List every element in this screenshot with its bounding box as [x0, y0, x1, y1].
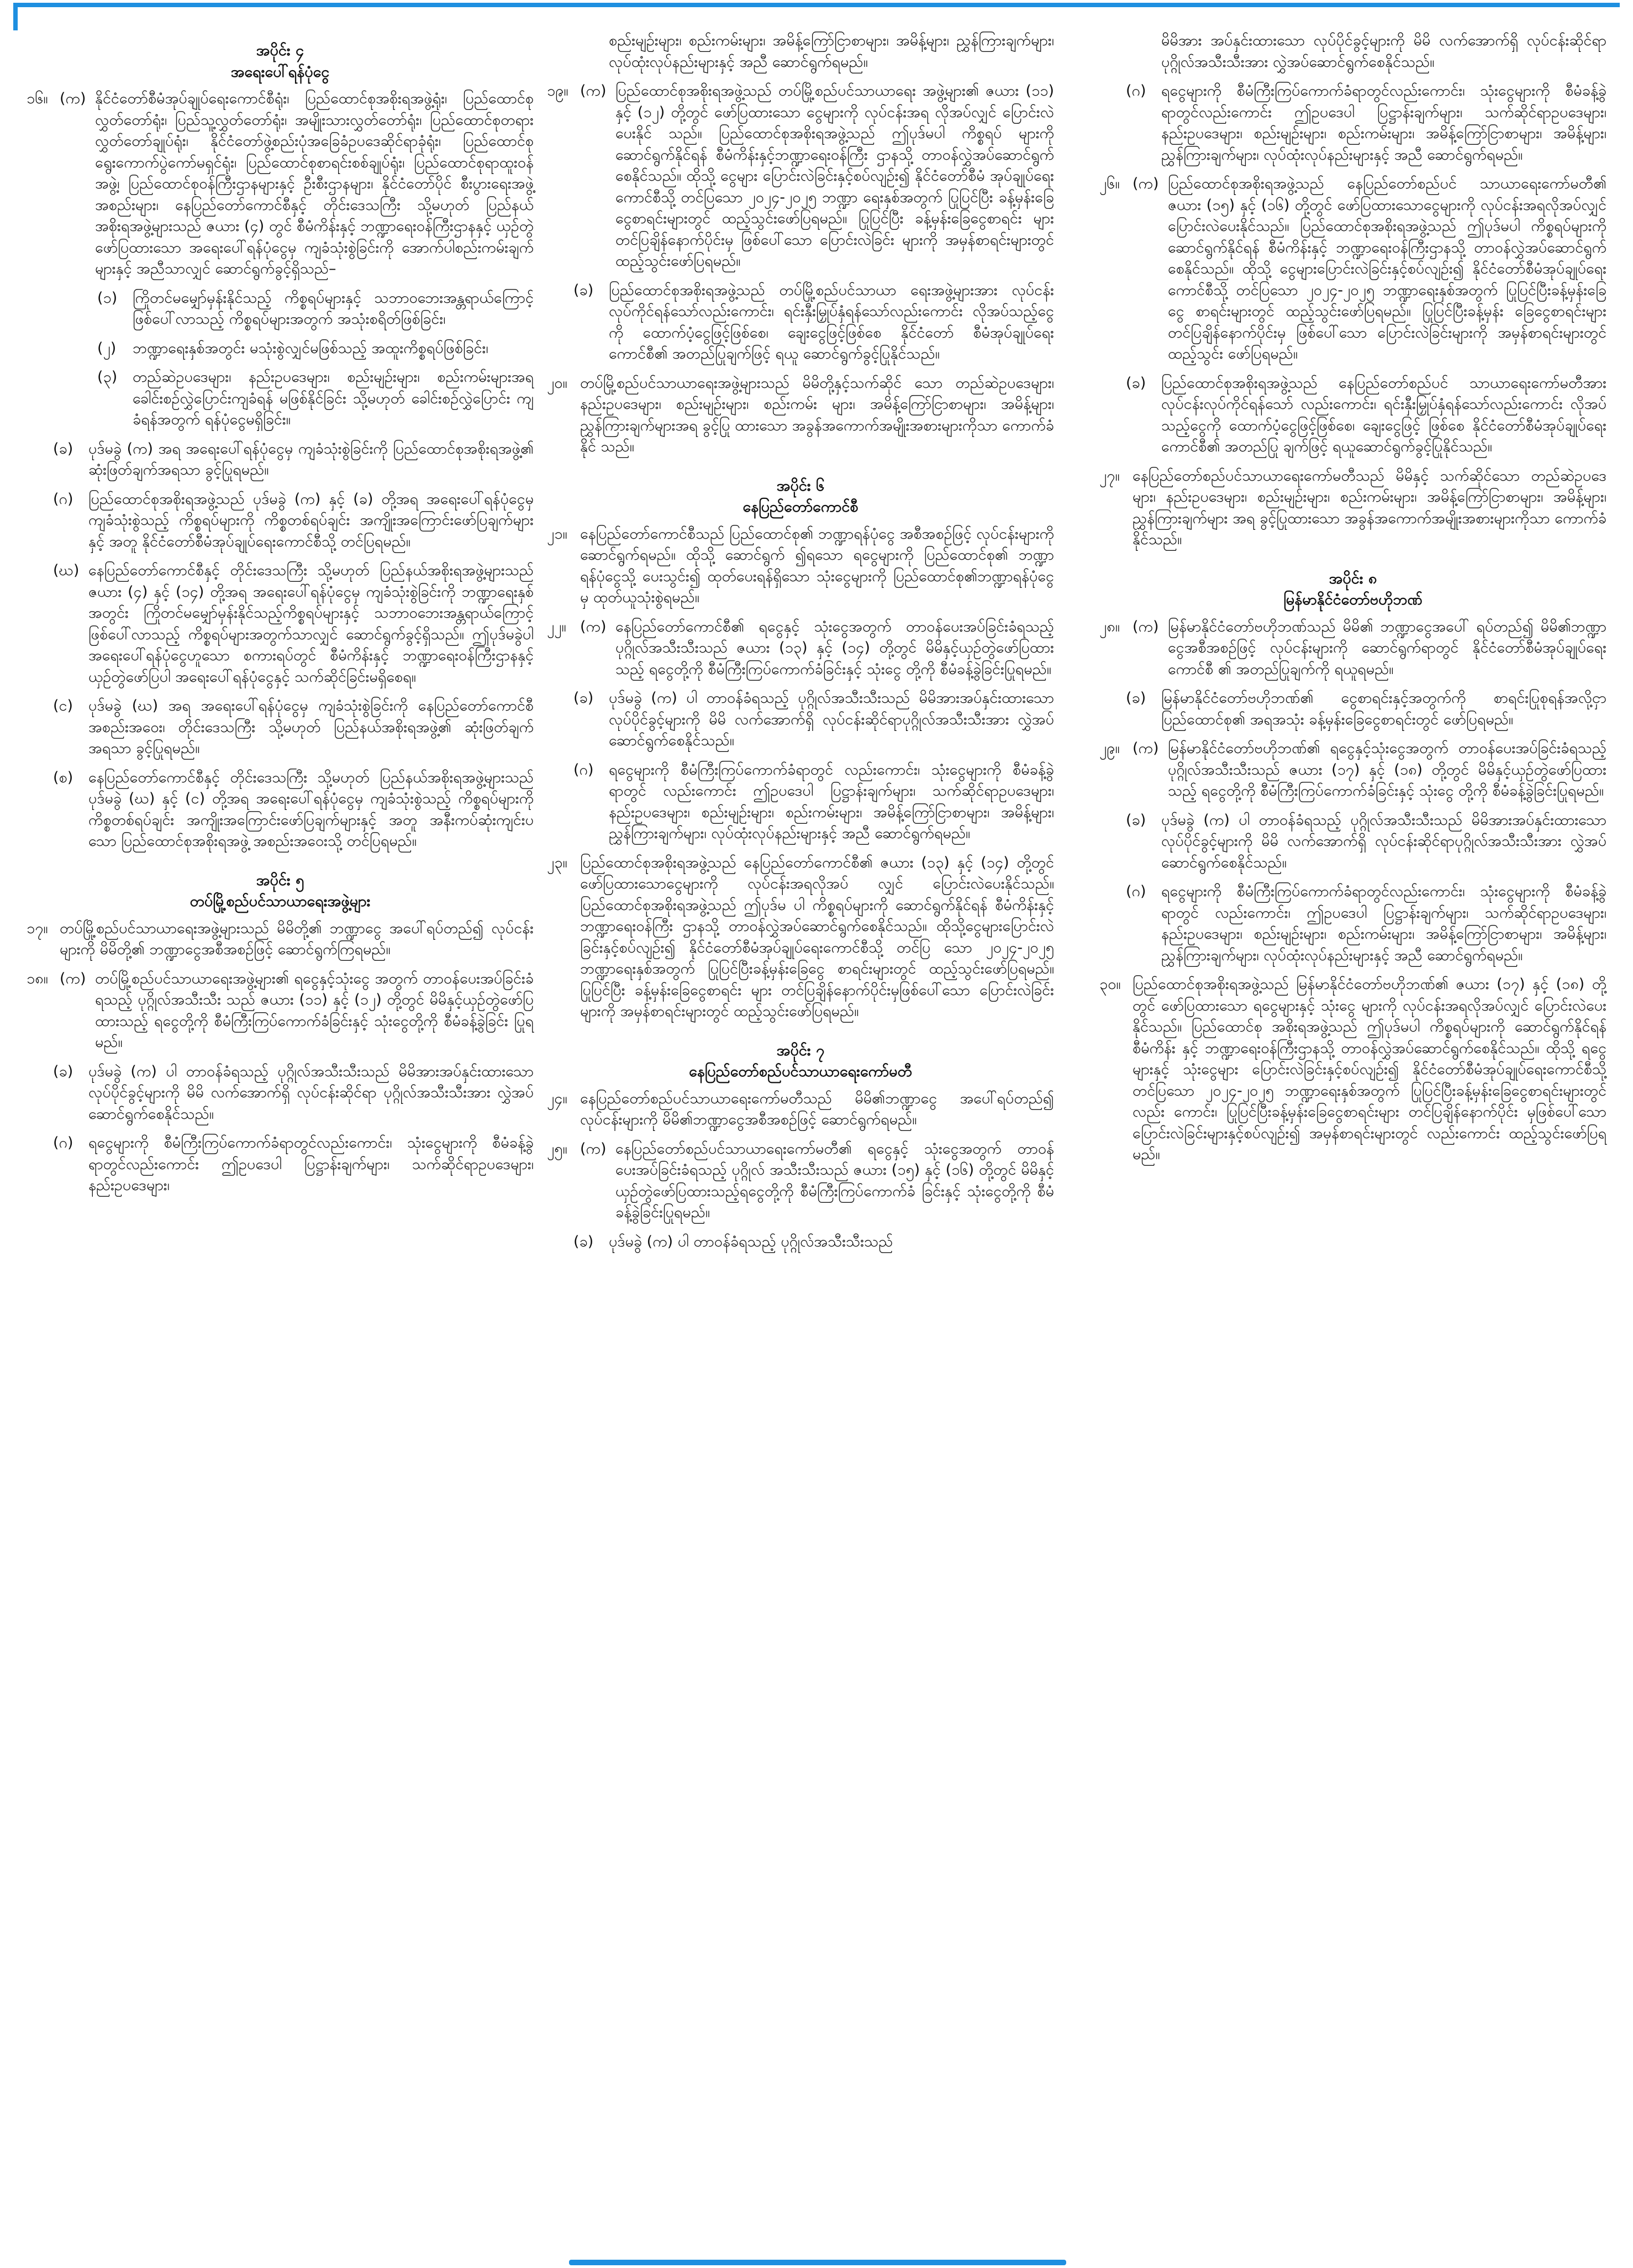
section-29-kha — [1126, 810, 1606, 874]
section-16-ga — [53, 489, 534, 553]
clause-mark: (က) — [60, 970, 86, 987]
clause-mark: (ဂ) — [573, 761, 594, 778]
clause-text: ရငွေများကို စီမံကြီးကြပ်ကောက်ခံရာတွင်လည်းကောင်း၊ သုံးငွေများကို စီမံခန့်ခွဲရာတွင် လည်းကောင်း၊ ဤဥပဒေပါ ပြဋ္ဌာန်းချက်များ၊ သက်ဆိုင်ရာဥပဒေများ၊ နည်းဥပဒေများ၊ စည်းမျဉ်းများ၊ စည်းကမ်းများ၊ အမိန့်ကြော်ငြာစာများ၊ အမိန့်များ၊ ညွှန်ကြားချက်များ၊ လုပ်ထုံးလုပ်နည်းများနှင့် အညီ ဆောင်ရွက်ရမည်။ — [1161, 883, 1606, 964]
clause-text: ပြည်ထောင်စုအစိုးရအဖွဲ့သည် တပ်မြို့စည်ပင်သာယာ ရေးအဖွဲ့များအား လုပ်ငန်းလုပ်ကိုင်ရန်သော်လည်းကောင်း၊ ရင်းနှီးမြှုပ်နှံရန်သော်လည်းကောင်း လိုအပ်သည့်ငွေကို ထောက်ပံ့ငွေဖြင့်ဖြစ်စေ၊ ချေးငွေဖြင့်ဖြစ်စေ နိုင်ငံတော် စီမံအုပ်ချုပ်ရေးကောင်စီ၏ အတည်ပြုချက်ဖြင့် ရယူ ဆောင်ရွက်ခွင့်ပြုနိုင်သည်။ — [609, 281, 1054, 362]
section-22-ga — [573, 760, 1054, 845]
clause-mark: (ခ) — [573, 281, 594, 299]
section-18-ga — [53, 1133, 534, 1197]
clause-mark: (ဂ) — [53, 1134, 73, 1151]
clause-text: နေပြည်တော်ကောင်စီ၏ ရငွေနှင့် သုံးငွေအတွက် တာဝန်ပေးအပ်ခြင်းခံရသည့် ပုဂ္ဂိုလ်အသီးသီးသည် ဇယား (၁၃) နှင့် (၁၄) တို့တွင် မိမိနှင့်ယှဉ်တွဲဖော်ပြထား သည့် ရငွေတို့ကို စီမံကြီးကြပ်ကောက်ခံခြင်းနှင့် သုံးငွေ တို့ကို စီမံခန့်ခွဲခြင်းပြုရမည်။ — [615, 618, 1054, 678]
section-28-ka — [1099, 617, 1606, 681]
clause-text: နေပြည်တော်စည်ပင်သာယာရေးကော်မတီ၏ ရငွေနှင့် သုံးငွေအတွက် တာဝန်ပေးအပ်ခြင်းခံရသည့် ပုဂ္ဂိုလ် အသီးသီးသည် ဇယား (၁၅) နှင့် (၁၆) တို့တွင် မိမိနှင့် ယှဉ်တွဲဖော်ပြထားသည့်ရငွေတို့ကို စီမံကြီးကြပ်ကောက်ခံ ခြင်းနှင့် သုံးငွေတို့ကို စီမံခန့်ခွဲခြင်းပြုရမည်။ — [615, 1140, 1054, 1221]
clause-mark: (ဂ) — [1126, 883, 1146, 900]
section-24 — [547, 1088, 1054, 1131]
subclause-mark: (၃) — [97, 369, 118, 386]
chapter-title: အရေးပေါ်ရန်ပုံငွေ — [230, 63, 330, 81]
clause-mark: (ခ) — [573, 690, 594, 707]
chapter-title: နေပြည်တော်ကောင်စီ — [742, 498, 858, 515]
section-number: ၃၀။ — [1099, 976, 1121, 993]
chapter-title: မြန်မာနိုင်ငံတော်ဗဟိုဘဏ် — [1283, 591, 1423, 608]
section-16-ka — [27, 88, 534, 280]
continued-text: စည်းမျဉ်းများ၊ စည်းကမ်းများ၊ အမိန့်ကြော်ငြာစာများ၊ အမိန့်များ၊ ညွှန်ကြားချက်များ၊ လုပ်ထုံးလုပ်နည်းများနှင့် အညီ ဆောင်ရွက်ရမည်။ — [609, 32, 1054, 71]
section-26-ka — [1099, 173, 1606, 365]
subclause-mark: (၁) — [97, 289, 118, 307]
clause-mark: (ခ) — [1126, 811, 1146, 829]
section-22-kha — [573, 688, 1054, 752]
clause-mark: (ခ) — [53, 1062, 73, 1080]
clause-mark: (က) — [1132, 618, 1159, 635]
chapter-heading: အပိုင်း ၈ — [1329, 570, 1377, 587]
section-19-ka — [547, 81, 1054, 272]
clause-mark: (စ) — [53, 769, 73, 786]
chapter-heading: အပိုင်း ၆ — [776, 477, 825, 494]
section-text: တပ်မြို့စည်ပင်သာယာရေးအဖွဲ့များသည် မိမိတို့၏ ဘဏ္ဍာငွေ အပေါ်ရပ်တည်၍ လုပ်ငန်းများကို မိမိတို့၏ ဘဏ္ဍာငွေအစီအစဉ်ဖြင့် ဆောင်ရွက်ကြရမည်။ — [60, 919, 534, 958]
chapter-heading: အပိုင်း ၄ — [256, 42, 304, 59]
section-number: ၂၃။ — [547, 854, 567, 871]
section-16-ka-1 — [97, 288, 534, 330]
clause-mark: (ခ) — [1126, 374, 1146, 392]
clause-mark: (ဃ) — [53, 562, 80, 579]
subclause-text: ကြိုတင်မမျှော်မှန်းနိုင်သည့် ကိစ္စရပ်များနှင့် သဘာဝဘေးအန္တရာယ်ကြောင့် ဖြစ်ပေါ်လာသည့် ကိစ္စရပ်များအတွက် အသုံးစရိတ်ဖြစ်ခြင်း၊ — [133, 289, 534, 328]
section-16-ka-3 — [97, 367, 534, 431]
text-column-3 — [1099, 30, 1606, 1174]
section-18-ka — [27, 969, 534, 1054]
section-text: တပ်မြို့စည်ပင်သာယာရေးအဖွဲ့များသည် မိမိတို့နှင့်သက်ဆိုင် သော တည်ဆဲဥပဒေများ၊ နည်းဥပဒေများ၊ စည်းမျဉ်းများ၊ စည်းကမ်း များ၊ အမိန့်ကြော်ငြာစာများ၊ အမိန့်များ၊ ညွှန်ကြားချက်များအရ ခွင့်ပြု ထားသော အခွန်အကောက်အမျိုးအစားများကိုသာ ကောက်ခံနိုင် သည်။ — [580, 374, 1054, 455]
clause-text: မြန်မာနိုင်ငံတော်ဗဟိုဘဏ်၏ ငွေစာရင်းနှင့်အတွက်ကို စာရင်းပြုစုရန်အလို့ငှာ ပြည်ထောင်စု၏ အရအသုံး ခန့်မှန်းခြေငွေစာရင်းတွင် ဖော်ပြရမည်။ — [1161, 690, 1606, 728]
section-21 — [547, 524, 1054, 609]
subclause-text: တည်ဆဲဥပဒေများ၊ နည်းဥပဒေများ၊ စည်းမျဉ်းများ၊ စည်းကမ်းများအရ ခေါင်းစဉ်လွှဲပြောင်းကျခံရန် မဖြစ်နိုင်ခြင်း သို့မဟုတ် ခေါင်းစဉ်လွှဲပြောင်း ကျခံရန်အတွက် ရန်ပုံငွေမရှိခြင်း။ — [133, 369, 534, 428]
chapter-heading: အပိုင်း ၅ — [256, 871, 304, 889]
clause-text: တပ်မြို့စည်ပင်သာယာရေးအဖွဲ့များ၏ ရငွေနှင့်သုံးငွေ အတွက် တာဝန်ပေးအပ်ခြင်းခံရသည့် ပုဂ္ဂိုလ်အသီးသီး သည် ဇယား (၁၁) နှင့် (၁၂) တို့တွင် မိမိနှင့်ယှဉ်တွဲဖော်ပြ ထားသည့် ရငွေတို့ကို စီမံကြီးကြပ်ကောက်ခံခြင်းနှင့် သုံးငွေတို့ကို စီမံခန့်ခွဲခြင်း ပြုရမည်။ — [95, 970, 534, 1051]
section-26-kha — [1126, 373, 1606, 458]
subclause-mark: (၂) — [97, 339, 117, 357]
section-23 — [547, 853, 1054, 1023]
section-text: ပြည်ထောင်စုအစိုးရအဖွဲ့သည် မြန်မာနိုင်ငံတော်ဗဟိုဘဏ်၏ ဇယား (၁၇) နှင့် (၁၈) တို့တွင် ဖော်ပြထားသော ရငွေများနှင့် သုံးငွေ များကို လုပ်ငန်းအရလိုအပ်လျှင် ပြောင်းလဲပေးနိုင်သည်။ ပြည်ထောင်စု အစိုးရအဖွဲ့သည် ဤပုဒ်မပါ ကိစ္စရပ်များကို ဆောင်ရွက်နိုင်ရန် စီမံကိန်း နှင့် ဘဏ္ဍာရေးဝန်ကြီးဌာနသို့ တာဝန်လွှဲအပ်ဆောင်ရွက်စေနိုင်သည်။ ထိုသို့ ရငွေများနှင့် သုံးငွေများ ပြောင်းလဲခြင်းနှင့်စပ်လျဉ်း၍ နိုင်ငံတော်စီမံအုပ်ချုပ်ရေးကောင်စီသို့ တင်ပြသော ၂၀၂၄-၂၀၂၅ ဘဏ္ဍာရေးနှစ်အတွက် ပြုပြင်ပြီးခန့်မှန်းခြေငွေစာရင်းများတွင်လည်း ကောင်း၊ ပြုပြင်ပြီးခန့်မှန်းခြေငွေစာရင်းများ တင်ပြချိန်နောက်ပိုင်း မှဖြစ်ပေါ်သော ပြောင်းလဲခြင်းများနှင့်စပ်လျဉ်း၍ အမှန်စာရင်းများတွင် လည်းကောင်း ထည့်သွင်းဖော်ပြရမည်။ — [1132, 976, 1606, 1163]
section-29-ga — [1126, 881, 1606, 966]
section-28-kha — [1126, 688, 1606, 730]
section-number: ၂၇။ — [1099, 467, 1120, 485]
section-number: ၂၄။ — [547, 1090, 567, 1107]
clause-text: ပုဒ်မခွဲ (က) ပါ တာဝန်ခံရသည့် ပုဂ္ဂိုလ်အသီးသီးသည် မိမိအားအပ်နှင်းထားသော လုပ်ပိုင်ခွင့်များကို မိမိ လက်အောက်ရှိ လုပ်ငန်းဆိုင်ရာပုဂ္ဂိုလ်အသီးသီးအား လွှဲအပ်ဆောင်ရွက်စေနိုင်သည်။ — [1161, 811, 1606, 871]
clause-mark: (ခ) — [573, 1233, 594, 1250]
clause-mark: (က) — [1132, 175, 1159, 192]
section-16-gha — [53, 560, 534, 688]
section-19-kha — [573, 280, 1054, 365]
clause-text: နေပြည်တော်ကောင်စီနှင့် တိုင်းဒေသကြီး သို့မဟုတ် ပြည်နယ်အစိုးရအဖွဲ့များသည် ပုဒ်မခွဲ (ဃ) နှင့် (င) တို့အရ အရေးပေါ်ရန်ပုံငွေမှ ကျခံသုံးစွဲသည့် ကိစ္စရပ်များကို ကိစ္စတစ်ရပ်ချင်း အကျိုးအကြောင်းဖော်ပြချက်များနှင့် အတူ အနီးကပ်ဆုံးကျင်းပသော ပြည်ထောင်စုအစိုးရအဖွဲ့ အစည်းအဝေးသို့ တင်ပြရမည်။ — [88, 769, 534, 850]
section-number: ၁၉။ — [547, 82, 568, 99]
section-number: ၂၀။ — [547, 374, 567, 392]
section-18-kha — [53, 1061, 534, 1125]
section-16-kha — [53, 439, 534, 481]
clause-text: မြန်မာနိုင်ငံတော်ဗဟိုဘဏ်၏ ရငွေနှင့်သုံးငွေအတွက် တာဝန်ပေးအပ်ခြင်းခံရသည့် ပုဂ္ဂိုလ်အသီးသီးသည် ဇယား (၁၇) နှင့် (၁၈) တို့တွင် မိမိနှင့်ယှဉ်တွဲဖော်ပြထား သည့် ရငွေတို့ကို စီမံကြီးကြပ်ကောက်ခံခြင်းနှင့် သုံးငွေ တို့ကို စီမံခန့်ခွဲခြင်းပြုရမည်။ — [1168, 740, 1606, 799]
clause-text: ပုဒ်မခွဲ (က) ပါ တာဝန်ခံရသည့် ပုဂ္ဂိုလ်အသီးသီးသည် မိမိအားအပ်နှင်းထားသော လုပ်ပိုင်ခွင့်များကို မိမိ လက်အောက်ရှိ လုပ်ငန်းဆိုင်ရာ ပုဂ္ဂိုလ်အသီးသီးအား လွှဲအပ်ဆောင်ရွက်စေနိုင်သည်။ — [88, 1062, 534, 1123]
section-number: ၂၆။ — [1099, 175, 1120, 192]
clause-text: နေပြည်တော်ကောင်စီနှင့် တိုင်းဒေသကြီး သို့မဟုတ် ပြည်နယ်အစိုးရအဖွဲ့များသည် ဇယား (၄) နှင့် (၁၄) တို့အရ အရေးပေါ်ရန်ပုံငွေမှ ကျခံသုံးစွဲခြင်းကို ဘဏ္ဍာရေးနှစ်အတွင်း ကြိုတင်မမျှော်မှန်းနိုင်သည့်ကိစ္စရပ်များနှင့် သဘာဝဘေးအန္တရာယ်ကြောင့် ဖြစ်ပေါ်လာသည့် ကိစ္စရပ်များအတွက်သာလျှင် ဆောင်ရွက်ခွင့်ရှိသည်။ ဤပုဒ်မခွဲပါ အရေးပေါ်ရန်ပုံငွေဟူသော စကားရပ်တွင် စီမံကိန်းနှင့် ဘဏ္ဍာရေးဝန်ကြီးဌာနနှင့် ယှဉ်တွဲဖော်ပြပါ အရေးပေါ်ရန်ပုံငွေနှင့် သက်ဆိုင်ခြင်းမရှိစေရ။ — [88, 562, 534, 686]
clause-mark: (ဂ) — [1126, 82, 1146, 99]
clause-text: ရငွေများကို စီမံကြီးကြပ်ကောက်ခံရာတွင်လည်းကောင်း၊ သုံးငွေများကို စီမံခန့်ခွဲရာတွင်လည်းကောင်း ဤဥပဒေပါ ပြဋ္ဌာန်းချက်များ၊ သက်ဆိုင်ရာဥပဒေများ၊ နည်းဥပဒေများ၊ — [88, 1134, 534, 1194]
clause-text: မြန်မာနိုင်ငံတော်ဗဟိုဘဏ်သည် မိမိ၏ ဘဏ္ဍာငွေအပေါ် ရပ်တည်၍ မိမိ၏ဘဏ္ဍာငွေအစီအစဉ်ဖြင့် လုပ်ငန်းများကို ဆောင်ရွက်ရာတွင် နိုင်ငံတော်စီမံအုပ်ချုပ်ရေးကောင်စီ ၏ အတည်ပြုချက်ကို ရယူရမည်။ — [1168, 618, 1606, 678]
chapter-title: တပ်မြို့စည်ပင်သာယာရေးအဖွဲ့များ — [189, 893, 371, 910]
section-text: နေပြည်တော်စည်ပင်သာယာရေးကော်မတီသည် မိမိနှင့် သက်ဆိုင်သော တည်ဆဲဥပဒေများ၊ နည်းဥပဒေများ၊ စည်းမျဉ်းများ၊ စည်းကမ်းများ၊ အမိန့်ကြော်ငြာစာများ၊ အမိန့်များ၊ ညွှန်ကြားချက်များ အရ ခွင့်ပြုထားသော အခွန်အကောက်အမျိုးအစားများကိုသာ ကောက်ခံနိုင်သည်။ — [1132, 467, 1606, 548]
section-number: ၂၅။ — [547, 1140, 567, 1157]
clause-mark: (က) — [580, 618, 607, 635]
text-column-1 — [27, 30, 534, 1204]
page-frame-top-border — [13, 3, 1620, 7]
text-column-2 — [547, 30, 1054, 1260]
clause-text: ပြည်ထောင်စုအစိုးရအဖွဲ့သည် ပုဒ်မခွဲ (က) နှင့် (ခ) တို့အရ အရေးပေါ်ရန်ပုံငွေမှ ကျခံသုံးစွဲသည့် ကိစ္စရပ်များကို ကိစ္စတစ်ရပ်ချင်း အကျိုးအကြောင်းဖော်ပြချက်များနှင့် အတူ နိုင်ငံတော်စီမံအုပ်ချုပ်ရေးကောင်စီသို့ တင်ပြရမည်။ — [88, 490, 534, 550]
clause-text: ရငွေများကို စီမံကြီးကြပ်ကောက်ခံရာတွင်လည်းကောင်း၊ သုံးငွေများကို စီမံခန့်ခွဲရာတွင်လည်းကောင်း ဤဥပဒေပါ ပြဋ္ဌာန်းချက်များ၊ သက်ဆိုင်ရာဥပဒေများ၊ နည်းဥပဒေများ၊ စည်းမျဉ်းများ၊ စည်းကမ်းများ၊ အမိန့်ကြော်ငြာစာများ၊ အမိန့်များ၊ ညွှန်ကြားချက်များ၊ လုပ်ထုံးလုပ်နည်းများနှင့် အညီ ဆောင်ရွက်ရမည်။ — [1161, 82, 1606, 164]
clause-text: ပြည်ထောင်စုအစိုးရအဖွဲ့သည် နေပြည်တော်စည်ပင် သာယာရေးကော်မတီအား လုပ်ငန်းလုပ်ကိုင်ရန်သော် လည်းကောင်း၊ ရင်းနှီးမြှုပ်နှံရန်သော်လည်းကောင်း လိုအပ်သည့်ငွေကို ထောက်ပံ့ငွေဖြင့်ဖြစ်စေ၊ ချေးငွေဖြင့် ဖြစ်စေ နိုင်ငံတော်စီမံအုပ်ချုပ်ရေးကောင်စီ၏ အတည်ပြု ချက်ဖြင့် ရယူဆောင်ရွက်ခွင့်ပြုနိုင်သည်။ — [1161, 374, 1606, 455]
section-text: ပြည်ထောင်စုအစိုးရအဖွဲ့သည် နေပြည်တော်ကောင်စီ၏ ဇယား (၁၃) နှင့် (၁၄) တို့တွင် ဖော်ပြထားသောငွေများကို လုပ်ငန်းအရလိုအပ် လျှင် ပြောင်းလဲပေးနိုင်သည်။ ပြည်ထောင်စုအစိုးရအဖွဲ့သည် ဤပုဒ်မ ပါ ကိစ္စရပ်များကို ဆောင်ရွက်နိုင်ရန် စီမံကိန်းနှင့်ဘဏ္ဍာရေးဝန်ကြီး ဌာနသို့ တာဝန်လွှဲအပ်ဆောင်ရွက်စေနိုင်သည်။ ထိုသို့ငွေများပြောင်းလဲ ခြင်းနှင့်စပ်လျဉ်း၍ နိုင်ငံတော်စီမံအုပ်ချုပ်ရေးကောင်စီသို့ တင်ပြ သော ၂၀၂၄-၂၀၂၅ ဘဏ္ဍာရေးနှစ်အတွက် ပြုပြင်ပြီးခန့်မှန်းခြေငွေ စာရင်းများတွင် ထည့်သွင်းဖော်ပြရမည်။ ပြုပြင်ပြီး ခန့်မှန်းခြေငွေစာရင်း များ တင်ပြချိန်နောက်ပိုင်းမှဖြစ်ပေါ်သော ပြောင်းလဲခြင်းများကို အမှန်စာရင်းများတွင် ထည့်သွင်းဖော်ပြရမည်။ — [580, 854, 1054, 1020]
clause-text: ပုဒ်မခွဲ (ဃ) အရ အရေးပေါ်ရန်ပုံငွေမှ ကျခံသုံးစွဲခြင်းကို နေပြည်တော်ကောင်စီ အစည်းအဝေး၊ တိုင်းဒေသကြီး သို့မဟုတ် ပြည်နယ်အစိုးရအဖွဲ့၏ ဆုံးဖြတ်ချက်အရသာ ခွင့်ပြုရမည်။ — [88, 697, 534, 757]
clause-mark: (င) — [53, 697, 73, 714]
clause-text: ပုဒ်မခွဲ (က) အရ အရေးပေါ်ရန်ပုံငွေမှ ကျခံသုံးစွဲခြင်းကို ပြည်ထောင်စုအစိုးရအဖွဲ့၏ ဆုံးဖြတ်ချက်အရသာ ခွင့်ပြုရမည်။ — [88, 440, 534, 478]
section-number: ၁၆။ — [27, 90, 48, 107]
section-30 — [1099, 974, 1606, 1166]
clause-text: ရငွေများကို စီမံကြီးကြပ်ကောက်ခံရာတွင် လည်းကောင်း၊ သုံးငွေများကို စီမံခန့်ခွဲရာတွင် လည်းကောင်း ဤဥပဒေပါ ပြဋ္ဌာန်းချက်များ၊ သက်ဆိုင်ရာဥပဒေများ၊ နည်းဥပဒေများ၊ စည်းမျဉ်းများ၊ စည်းကမ်းများ၊ အမိန့်ကြော်ငြာစာများ၊ အမိန့်များ၊ ညွှန်ကြားချက်များ၊ လုပ်ထုံးလုပ်နည်းများနှင့် အညီ ဆောင်ရွက်ရမည်။ — [609, 761, 1054, 842]
section-22-ka — [547, 617, 1054, 681]
section-number: ၂၁။ — [547, 525, 567, 543]
section-27 — [1099, 466, 1606, 551]
section-17 — [27, 918, 534, 961]
clause-mark: (ခ) — [53, 440, 73, 457]
clause-text: နိုင်ငံတော်စီမံအုပ်ချုပ်ရေးကောင်စီရုံး၊ ပြည်ထောင်စုအစိုးရအဖွဲ့ရုံး၊ ပြည်ထောင်စုလွှတ်တော်ရုံး၊ ပြည်သူ့လွှတ်တော်ရုံး၊ အမျိုးသားလွှတ်တော်ရုံး၊ ပြည်ထောင်စုတရားလွှတ်တော်ချုပ်ရုံး၊ နိုင်ငံတော်ဖွဲ့စည်းပုံအခြေခံဥပဒေဆိုင်ရာခုံရုံး၊ ပြည်ထောင်စုရွေးကောက်ပွဲကော်မရှင်ရုံး၊ ပြည်ထောင်စုစာရင်းစစ်ချုပ်ရုံး၊ ပြည်ထောင်စုရာထူးဝန်အဖွဲ့၊ ပြည်ထောင်စုဝန်ကြီးဌာနများနှင့် ဦးစီးဌာနများ၊ နိုင်ငံတော်ပိုင် စီးပွားရေးအဖွဲ့အစည်းများ၊ နေပြည်တော်ကောင်စီနှင့် တိုင်းဒေသကြီး သို့မဟုတ် ပြည်နယ်အစိုးရအဖွဲ့များသည် ဇယား (၄) တွင် စီမံကိန်းနှင့် ဘဏ္ဍာရေးဝန်ကြီးဌာနနှင့် ယှဉ်တွဲဖော်ပြထားသော အရေးပေါ်ရန်ပုံငွေမှ ကျခံသုံးစွဲခြင်းကို အောက်ပါစည်းကမ်းချက်များနှင့် အညီသာလျှင် ဆောင်ရွက်ခွင့်ရှိသည်– — [95, 90, 534, 277]
page-frame-bottom-border — [569, 2260, 1066, 2265]
subclause-text: ဘဏ္ဍာရေးနှစ်အတွင်း မသုံးစွဲလျှင်မဖြစ်သည့် အထူးကိစ္စရပ်ဖြစ်ခြင်း၊ — [133, 339, 488, 357]
section-number: ၂၂။ — [547, 618, 566, 635]
section-text: နေပြည်တော်ကောင်စီသည် ပြည်ထောင်စု၏ ဘဏ္ဍာရန်ပုံငွေ အစီအစဉ်ဖြင့် လုပ်ငန်းများကို ဆောင်ရွက်ရမည်။ ထိုသို့ ဆောင်ရွက် ၍ရသော ရငွေများကို ပြည်ထောင်စု၏ ဘဏ္ဍာရန်ပုံငွေသို့ ပေးသွင်း၍ ထုတ်ပေးရန်ရှိသော သုံးငွေများကို ပြည်ထောင်စု၏ဘဏ္ဍာရန်ပုံငွေမှ ထုတ်ယူသုံးစွဲရမည်။ — [580, 525, 1054, 606]
section-number: ၂၈။ — [1099, 618, 1120, 635]
clause-mark: (ဂ) — [53, 490, 73, 508]
clause-mark: (ခ) — [1126, 690, 1146, 707]
section-25-kha — [573, 1232, 1054, 1253]
continued-text: မိမိအား အပ်နှင်းထားသော လုပ်ပိုင်ခွင့်များကို မိမိ လက်အောက်ရှိ လုပ်ငန်းဆိုင်ရာပုဂ္ဂိုလ်အသီးသီးအား လွှဲအပ်ဆောင်ရွက်စေနိုင်သည်။ — [1161, 32, 1606, 71]
clause-mark: (က) — [580, 1140, 607, 1157]
clause-text: ပုဒ်မခွဲ (က) ပါ တာဝန်ခံရသည့် ပုဂ္ဂိုလ်အသီးသီးသည် မိမိအားအပ်နှင်းထားသော လုပ်ပိုင်ခွင့်များကို မိမိ လက်အောက်ရှိ လုပ်ငန်းဆိုင်ရာပုဂ္ဂိုလ်အသီးသီးအား လွှဲအပ်ဆောင်ရွက်စေနိုင်သည်။ — [609, 690, 1054, 749]
section-25-ka — [547, 1139, 1054, 1224]
section-number: ၁၈။ — [27, 970, 48, 987]
clause-text: ပြည်ထောင်စုအစိုးရအဖွဲ့သည် နေပြည်တော်စည်ပင် သာယာရေးကော်မတီ၏ ဇယား (၁၅) နှင့် (၁၆) တို့တွင် ဖော်ပြထားသောငွေများကို လုပ်ငန်းအရလိုအပ်လျှင် ပြောင်းလဲပေးနိုင်သည်။ ပြည်ထောင်စုအစိုးရအဖွဲ့သည် ဤပုဒ်မပါ ကိစ္စရပ်များကို ဆောင်ရွက်နိုင်ရန် စီမံကိန်းနှင့် ဘဏ္ဍာရေးဝန်ကြီးဌာနသို့ တာဝန်လွှဲအပ်ဆောင်ရွက် စေနိုင်သည်။ ထိုသို့ ငွေများပြောင်းလဲခြင်းနှင့်စပ်လျဉ်း၍ နိုင်ငံတော်စီမံအုပ်ချုပ်ရေးကောင်စီသို့ တင်ပြသော ၂၀၂၄-၂၀၂၅ ဘဏ္ဍာရေးနှစ်အတွက် ပြုပြင်ပြီးခန့်မှန်းခြေငွေ စာရင်းများတွင် ထည့်သွင်းဖော်ပြရမည်။ ပြုပြင်ပြီးခန့်မှန်း ခြေငွေစာရင်းများ တင်ပြချိန်နောက်ပိုင်းမှ ဖြစ်ပေါ်သော ပြောင်းလဲခြင်းများကို အမှန်စာရင်းများတွင် ထည့်သွင်း ဖော်ပြရမည်။ — [1168, 175, 1606, 362]
clause-text: ပြည်ထောင်စုအစိုးရအဖွဲ့သည် တပ်မြို့စည်ပင်သာယာရေး အဖွဲ့များ၏ ဇယား (၁၁) နှင့် (၁၂) တို့တွင် ဖော်ပြထားသော ငွေများကို လုပ်ငန်းအရ လိုအပ်လျှင် ပြောင်းလဲပေးနိုင် သည်။ ပြည်ထောင်စုအစိုးရအဖွဲ့သည် ဤပုဒ်မပါ ကိစ္စရပ် များကို ဆောင်ရွက်နိုင်ရန် စီမံကိန်းနှင့်ဘဏ္ဍာရေးဝန်ကြီး ဌာနသို့ တာဝန်လွှဲအပ်ဆောင်ရွက်စေနိုင်သည်။ ထိုသို့ ငွေများ ပြောင်းလဲခြင်းနှင့်စပ်လျဉ်း၍ နိုင်ငံတော်စီမံ အုပ်ချုပ်ရေးကောင်စီသို့ တင်ပြသော ၂၀၂၄-၂၀၂၅ ဘဏ္ဍာ ရေးနှစ်အတွက် ပြုပြင်ပြီး ခန့်မှန်းခြေငွေစာရင်းများတွင် ထည့်သွင်းဖော်ပြရမည်။ ပြုပြင်ပြီး ခန့်မှန်းခြေငွေစာရင်း များ တင်ပြချိန်နောက်ပိုင်းမှ ဖြစ်ပေါ်သော ပြောင်းလဲခြင်း များကို အမှန်စာရင်းများတွင် ထည့်သွင်းဖော်ပြရမည်။ — [615, 82, 1054, 270]
section-16-ka-2 — [97, 338, 534, 360]
section-25-ga — [1126, 81, 1606, 166]
section-text: နေပြည်တော်စည်ပင်သာယာရေးကော်မတီသည် မိမိ၏ဘဏ္ဍာငွေ အပေါ်ရပ်တည်၍ လုပ်ငန်းများကို မိမိ၏ဘဏ္ဍာငွေအစီအစဉ်ဖြင့် ဆောင်ရွက်ရမည်။ — [580, 1090, 1054, 1128]
section-number: ၁၇။ — [27, 919, 48, 937]
section-29-ka — [1099, 738, 1606, 802]
clause-mark: (က) — [60, 90, 86, 107]
clause-text: ပုဒ်မခွဲ (က) ပါ တာဝန်ခံရသည့် ပုဂ္ဂိုလ်အသီးသီးသည် — [609, 1233, 893, 1250]
section-16-nga — [53, 696, 534, 760]
clause-mark: (က) — [580, 82, 607, 99]
chapter-title: နေပြည်တော်စည်ပင်သာယာရေးကော်မတီ — [689, 1063, 912, 1080]
section-16-sa — [53, 767, 534, 853]
clause-mark: (က) — [1132, 740, 1159, 757]
section-20 — [547, 373, 1054, 458]
chapter-heading: အပိုင်း ၇ — [776, 1041, 825, 1059]
page-frame-left-border — [13, 3, 18, 30]
section-number: ၂၉။ — [1099, 740, 1120, 757]
